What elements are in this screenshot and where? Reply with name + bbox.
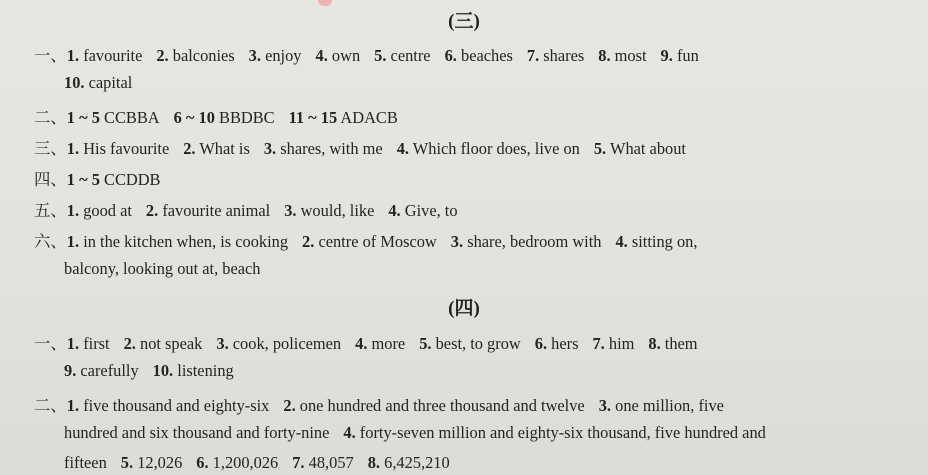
s4-part2-line1: 二、1. five thousand and eighty-six 2. one hundred and three thousand and twelve 3. one million, five xyxy=(34,396,724,415)
s3-part6-line2: balcony, looking out at, beach xyxy=(64,259,261,278)
part-label: 三、 xyxy=(34,139,67,158)
part-label: 二、 xyxy=(34,108,67,127)
answer: most xyxy=(614,46,647,65)
s3-part4-line: 四、1 ~ 5 CCDDB xyxy=(34,170,161,189)
part-label: 一、 xyxy=(34,334,67,353)
answer: own xyxy=(331,46,361,65)
answer: balconies xyxy=(172,46,235,65)
section-title-3: (三) xyxy=(448,11,480,32)
part-label: 六、 xyxy=(34,232,67,251)
s4-part1-line2: 9. carefully 10. listening xyxy=(64,361,234,380)
part-label: 四、 xyxy=(34,170,67,189)
s3-part6-line1: 六、1. in the kitchen when, is cooking 2. centre of Moscow 3. share, bedroom with 4. sitting on, xyxy=(34,232,698,251)
answer: favourite xyxy=(83,46,143,65)
answer: enjoy xyxy=(265,46,302,65)
s3-part1-line2: 10. capital xyxy=(64,73,133,92)
part-label: 五、 xyxy=(34,201,67,220)
section-title-4: (四) xyxy=(448,298,480,319)
answer: fun xyxy=(676,46,699,65)
s4-part2-line2: hundred and six thousand and forty-nine 4. forty-seven million and eighty-six thousand, five hundred and xyxy=(64,423,766,442)
s3-part5-line: 五、1. good at 2. favourite animal 3. would, like 4. Give, to xyxy=(34,201,458,220)
s4-part2-line3: fifteen 5. 12,026 6. 1,200,026 7. 48,057 8. 6,425,210 xyxy=(64,453,450,472)
part-label: 一、 xyxy=(34,46,67,65)
answer: capital xyxy=(88,73,133,92)
s3-part3-line: 三、1. His favourite 2. What is 3. shares, with me 4. Which floor does, live on 5. What about xyxy=(34,139,686,158)
part-label: 二、 xyxy=(34,396,67,415)
s3-part1-line1: 一、1. favourite 2. balconies 3. enjoy 4. own 5. centre 6. beaches 7. shares 8. most 9. fun xyxy=(34,46,699,65)
s4-part1-line1: 一、1. first 2. not speak 3. cook, policemen 4. more 5. best, to grow 6. hers 7. him 8. them xyxy=(34,334,698,353)
answer: beaches xyxy=(461,46,513,65)
answer: shares xyxy=(543,46,585,65)
answer: centre xyxy=(390,46,431,65)
s3-part2-line: 二、1 ~ 5 CCBBA 6 ~ 10 BBDBC 11 ~ 15 ADACB xyxy=(34,108,398,127)
